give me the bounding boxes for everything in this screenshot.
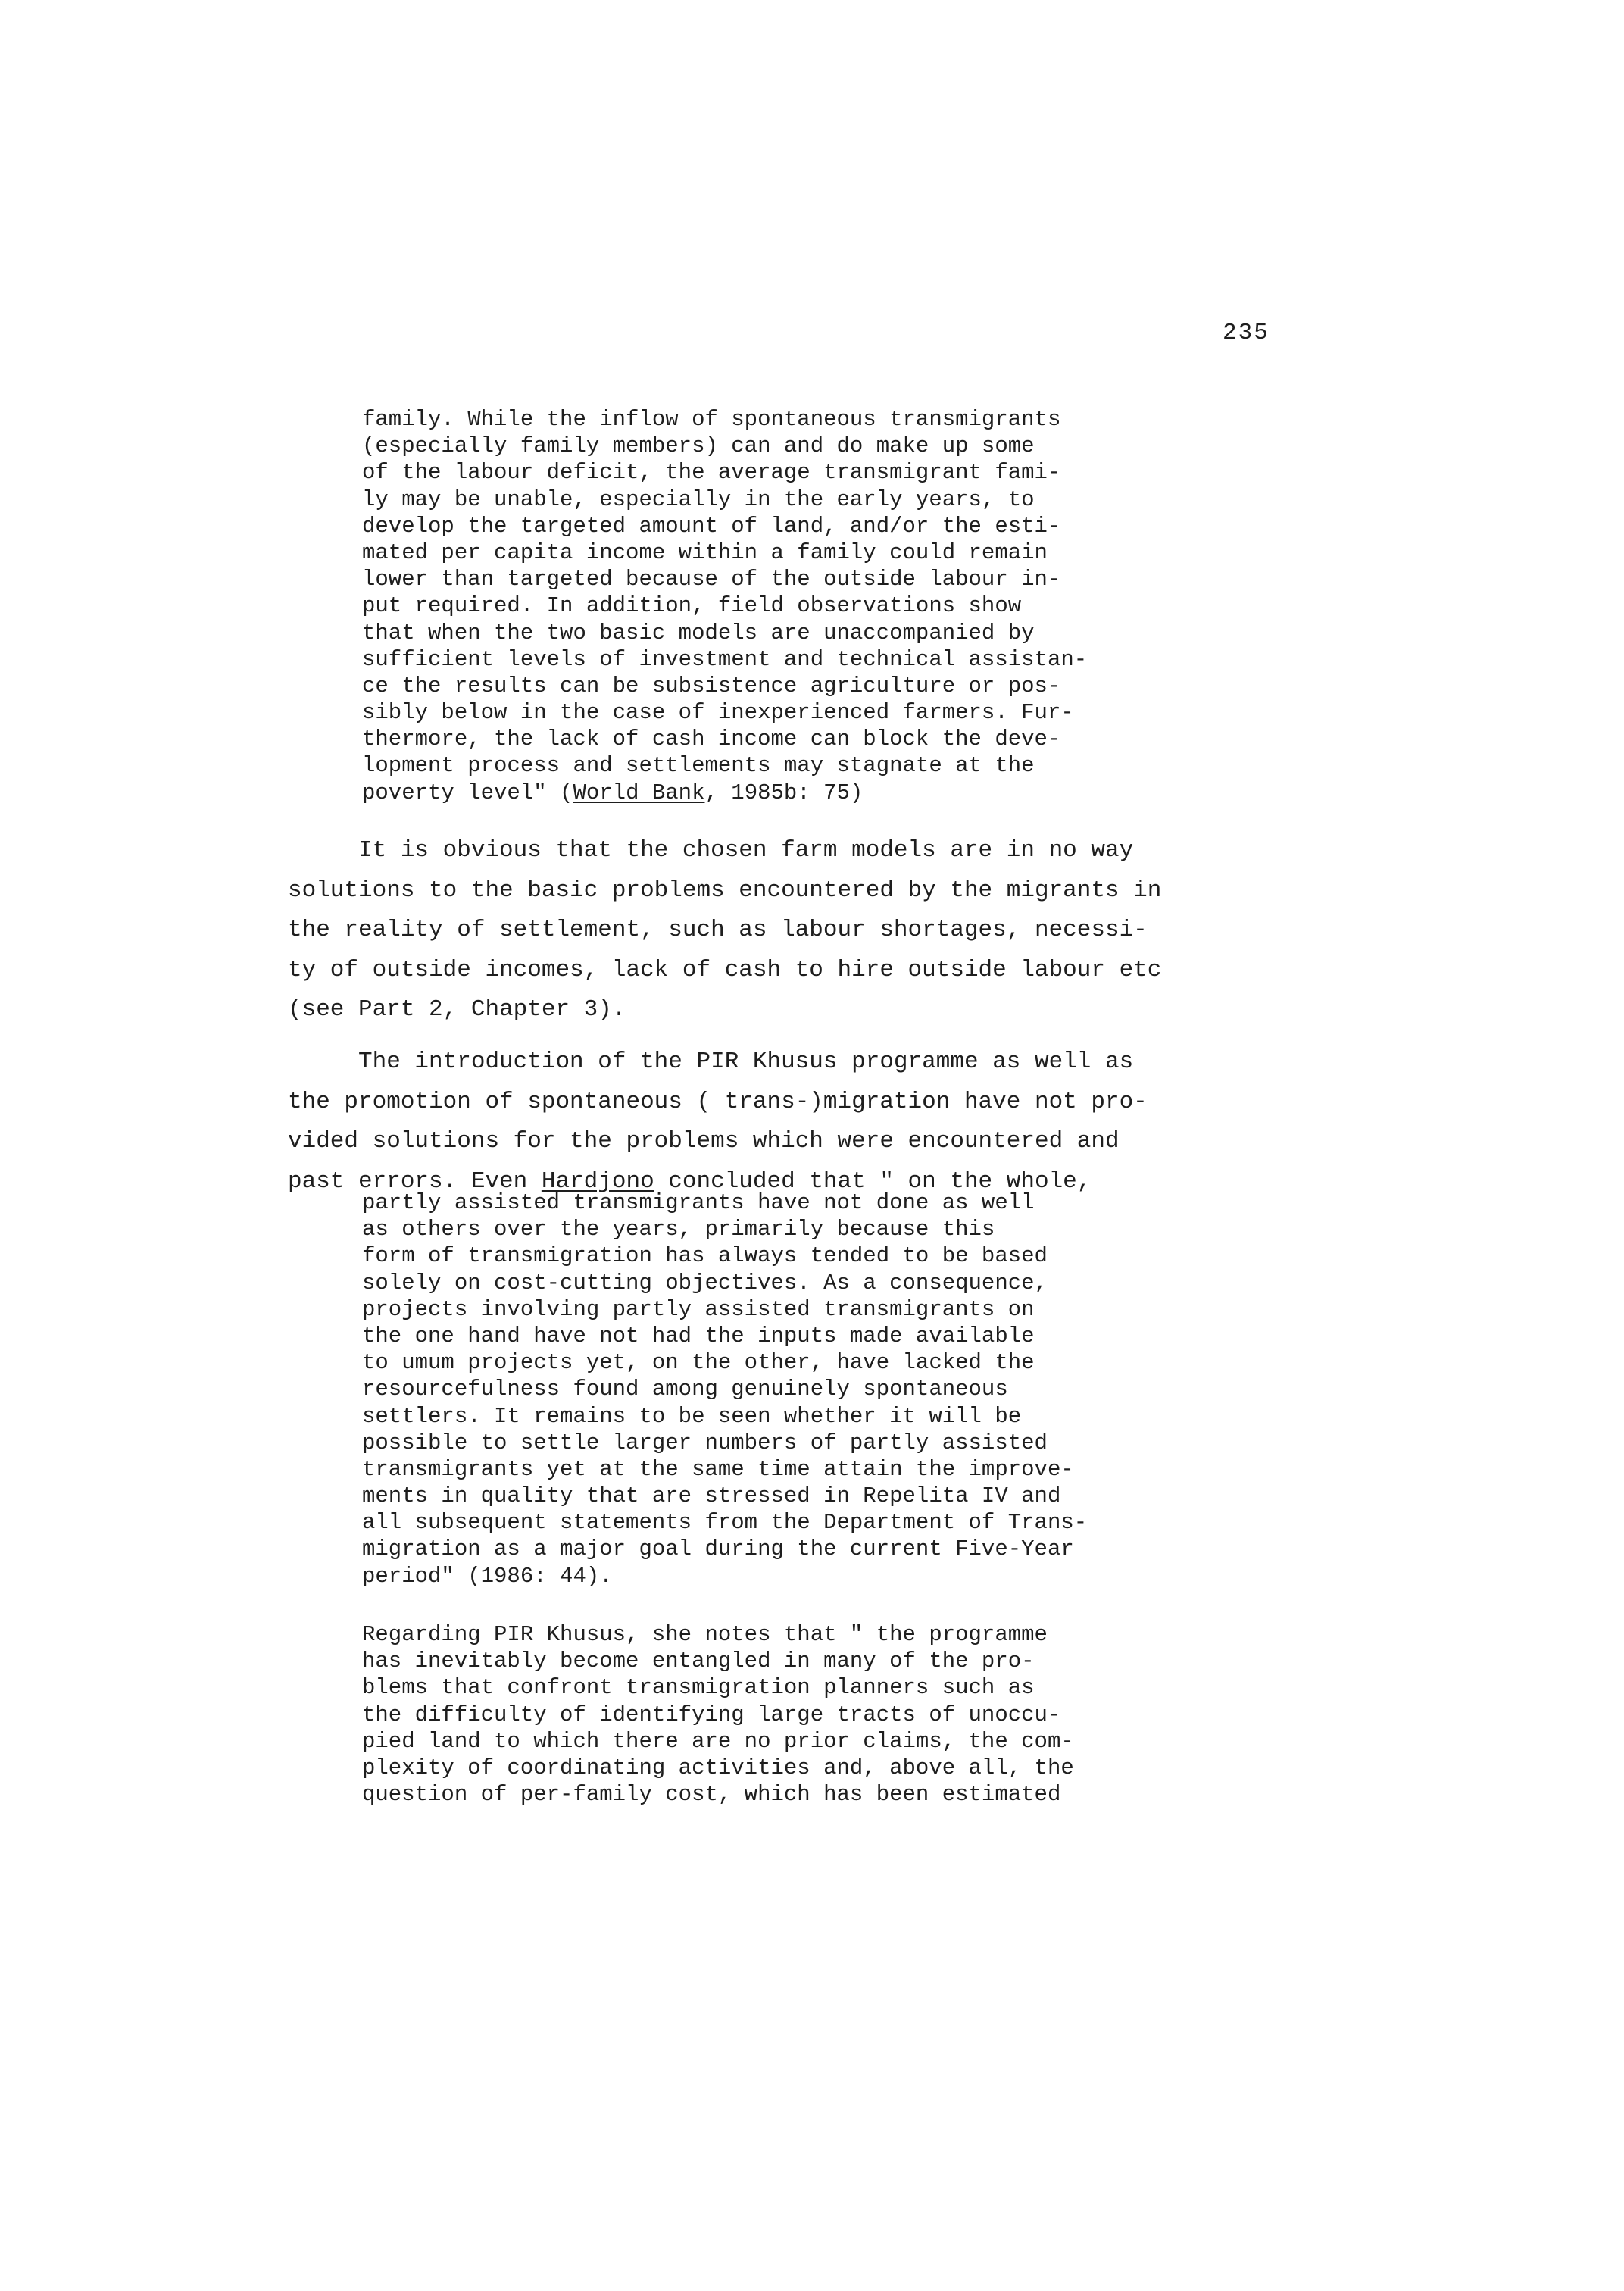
text-fragment: concluded that " on the whole, xyxy=(654,1167,1092,1195)
text-fragment: past errors. Even xyxy=(288,1167,542,1195)
text-line: The introduction of the PIR Khusus programme as well as xyxy=(288,1049,1134,1075)
text-line: solely on cost-cutting objectives. As a consequence, xyxy=(362,1270,1048,1296)
text-line: transmigrants yet at the same time attain the improve- xyxy=(362,1456,1074,1482)
block-quote-world-bank xyxy=(362,406,1324,806)
text-line: possible to settle larger numbers of partly assisted xyxy=(362,1430,1048,1455)
text-line: as others over the years, primarily because this xyxy=(362,1217,995,1242)
text-line: settlers. It remains to be seen whether it will be xyxy=(362,1403,1022,1429)
text-line: vided solutions for the problems which were encountered and xyxy=(288,1128,1120,1155)
text-fragment: poverty level" ( xyxy=(362,780,573,805)
text-line: lopment process and settlements may stagnate at the xyxy=(362,753,1035,779)
text-line: partly assisted transmigrants have not done as well xyxy=(362,1190,1035,1215)
text-fragment: , 1985b: 75) xyxy=(704,780,864,805)
text-line: pied land to which there are no prior claims, the com- xyxy=(362,1728,1074,1754)
paragraph-farm-models xyxy=(288,831,1295,1030)
text-line: sibly below in the case of inexperienced farmers. Fur- xyxy=(362,700,1074,726)
text-line: (see Part 2, Chapter 3). xyxy=(288,996,626,1023)
text-line: blems that confront transmigration planners such as xyxy=(362,1675,1035,1701)
text-line: It is obvious that the chosen farm models are in no way xyxy=(288,837,1134,864)
citation-hardjono: Hardjono xyxy=(541,1167,654,1195)
text-line: develop the targeted amount of land, and/or the esti- xyxy=(362,513,1061,539)
text-line: ments in quality that are stressed in Repelita IV and xyxy=(362,1483,1061,1509)
text-line: Regarding PIR Khusus, she notes that " the programme xyxy=(362,1622,1048,1647)
text-line: ly may be unable, especially in the early years, to xyxy=(362,486,1035,512)
citation-world-bank: World Bank xyxy=(573,780,705,805)
text-line xyxy=(362,780,1324,806)
text-line: period" (1986: 44). xyxy=(362,1563,613,1589)
text-line: mated per capita income within a family could remain xyxy=(362,539,1048,565)
text-line: family. While the inflow of spontaneous transmigrants xyxy=(362,407,1061,432)
text-line: plexity of coordinating activities and, above all, the xyxy=(362,1755,1074,1780)
text-line: ty of outside incomes, lack of cash to hire outside labour etc xyxy=(288,956,1162,983)
text-line: ce the results can be subsistence agriculture or pos- xyxy=(362,673,1061,699)
text-line: sufficient levels of investment and technical assistan- xyxy=(362,646,1088,672)
block-quote-hardjono xyxy=(362,1189,1324,1589)
text-line: thermore, the lack of cash income can block the deve- xyxy=(362,727,1061,752)
text-line: the reality of settlement, such as labour shortages, necessi- xyxy=(288,917,1148,943)
block-quote-pir-khusus xyxy=(362,1621,1324,1808)
text-line: the promotion of spontaneous ( trans-)migration have not pro- xyxy=(288,1088,1148,1115)
text-line: the difficulty of identifying large tracts of unoccu- xyxy=(362,1702,1061,1727)
text-line: to umum projects yet, on the other, have lacked the xyxy=(362,1350,1035,1376)
text-line: the one hand have not had the inputs made available xyxy=(362,1323,1035,1349)
text-line: lower than targeted because of the outside labour in- xyxy=(362,567,1061,592)
text-line: (especially family members) can and do make up some xyxy=(362,433,1035,459)
text-line: has inevitably become entangled in many of the pro- xyxy=(362,1649,1035,1674)
text-line: of the labour deficit, the average transmigrant fami- xyxy=(362,460,1061,486)
text-line: put required. In addition, field observations show xyxy=(362,593,1022,619)
text-line: resourcefulness found among genuinely spontaneous xyxy=(362,1377,1008,1402)
text-line: form of transmigration has always tended to be based xyxy=(362,1243,1048,1269)
text-line: projects involving partly assisted transmigrants on xyxy=(362,1296,1035,1322)
paragraph-pir-khusus xyxy=(288,1042,1295,1202)
text-line: solutions to the basic problems encountered by the migrants in xyxy=(288,877,1162,904)
text-line: migration as a major goal during the current Five-Year xyxy=(362,1536,1074,1562)
text-line: question of per-family cost, which has been estimated xyxy=(362,1782,1061,1808)
page-number: 235 xyxy=(1223,320,1270,346)
text-line: all subsequent statements from the Department of Trans- xyxy=(362,1510,1088,1536)
text-line: that when the two basic models are unaccompanied by xyxy=(362,620,1035,645)
